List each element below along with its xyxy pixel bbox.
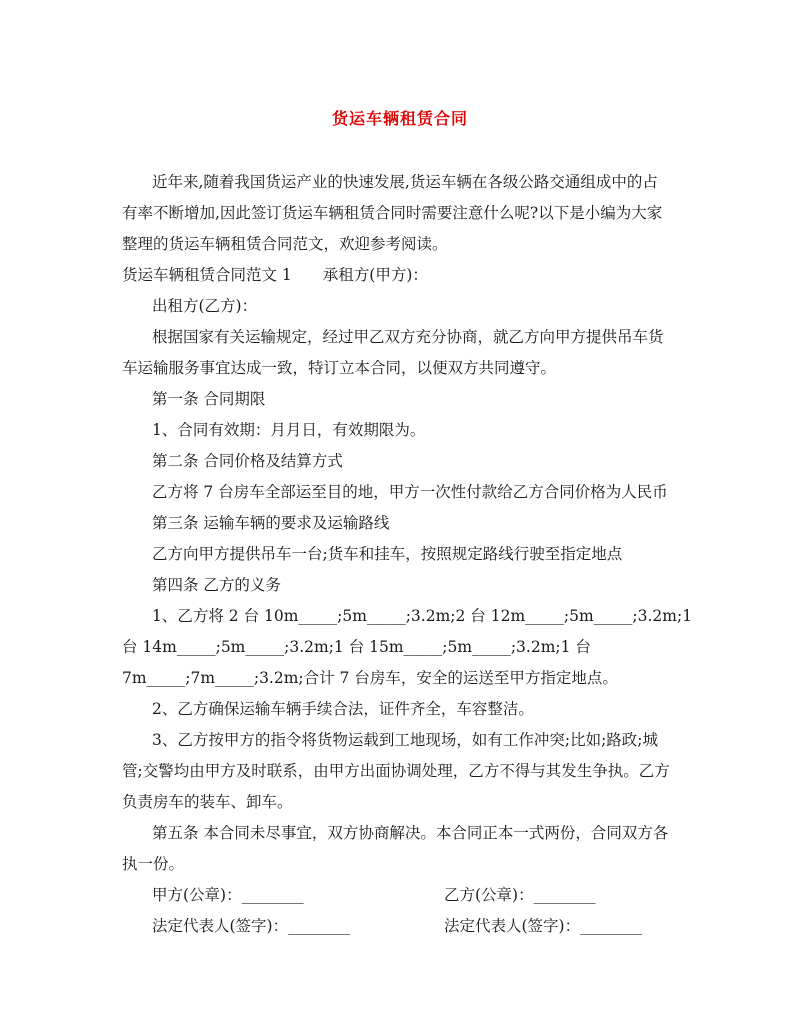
- body-line: 出租方(乙方)：: [152, 297, 258, 315]
- body-line: 1、合同有效期：月月日，有效期限为。: [152, 421, 426, 439]
- body-line: 2、乙方确保运输车辆手续合法，证件齐全，车容整洁。: [152, 700, 534, 718]
- section-heading: 第一条 合同期限: [152, 390, 266, 408]
- body-line: 车运输服务事宜达成一致，特订立本合同，以便双方共同遵守。: [122, 359, 557, 377]
- body-line: 乙方向甲方提供吊车一台;货车和挂车，按照规定路线行驶至指定地点: [152, 545, 623, 563]
- body-line: 有率不断增加,因此签订货运车辆租赁合同时需要注意什么呢?以下是小编为大家: [122, 204, 663, 222]
- body-line: 执一份。: [122, 855, 185, 873]
- body-line: 1、乙方将 2 台 10m_____;5m_____;3.2m;2 台 12m_____;5m_____;3.2m;1: [152, 607, 693, 625]
- body-line: 7m_____;7m_____;3.2m;合计 7 台房车，安全的运送至甲方指定地点。: [122, 669, 618, 687]
- party-a-seal-field: 甲方(公章)：________: [152, 886, 304, 904]
- body-line: 货运车辆租赁合同范文 1 承租方(甲方)：: [122, 266, 428, 284]
- body-line: 根据国家有关运输规定，经过甲乙双方充分协商，就乙方向甲方提供吊车货: [152, 328, 664, 346]
- body-line: 3、乙方按甲方的指令将货物运载到工地现场，如有工作冲突;比如;路政;城: [152, 731, 659, 749]
- party-a-rep-field: 法定代表人(签字)：________: [152, 917, 351, 935]
- party-b-seal-field: 乙方(公章)：________: [444, 886, 596, 904]
- body-line: 乙方将 7 台房车全部运至目的地，甲方一次性付款给乙方合同价格为人民币: [152, 483, 668, 501]
- section-heading: 第三条 运输车辆的要求及运输路线: [152, 514, 390, 532]
- body-line: 台 14m_____;5m_____;3.2m;1 台 15m_____;5m_____;3.2m;1 台: [122, 638, 591, 656]
- party-b-rep-field: 法定代表人(签字)：________: [444, 917, 643, 935]
- body-line: 整理的货运车辆租赁合同范文，欢迎参考阅读。: [122, 235, 448, 253]
- section-heading: 第五条 本合同未尽事宜，双方协商解决。本合同正本一式两份，合同双方各: [152, 824, 669, 842]
- section-heading: 第二条 合同价格及结算方式: [152, 452, 343, 470]
- document-title: 货运车辆租赁合同: [331, 109, 468, 128]
- body-line: 负责房车的装车、卸车。: [122, 793, 293, 811]
- body-line: 近年来,随着我国货运产业的快速发展,货运车辆在各级公路交通组成中的占: [152, 173, 658, 191]
- section-heading: 第四条 乙方的义务: [152, 576, 281, 594]
- body-line: 管;交警均由甲方及时联系，由甲方出面协调处理，乙方不得与其发生争执。乙方: [122, 762, 670, 780]
